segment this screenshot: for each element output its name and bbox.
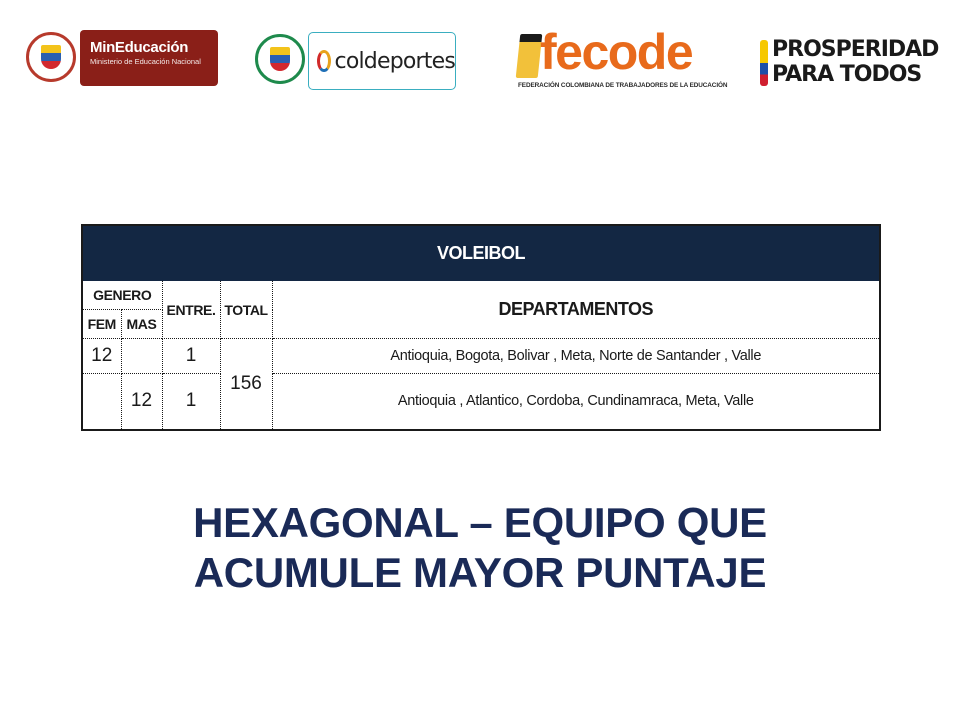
cell-total: 156 [220,339,272,430]
coldeportes-name: coldeportes [334,48,455,74]
coat-of-arms-icon [26,32,76,82]
prosperidad-line2: PARA TODOS [772,62,922,87]
cell-mas [121,339,162,374]
table-row [82,374,880,430]
mineducacion-tagline: Ministerio de Educación Nacional [90,57,201,66]
fecode-tagline: FEDERACIÓN COLOMBIANA DE TRABAJADORES DE LA EDUCACIÓN [518,82,728,89]
fecode-logo [518,24,728,92]
voleibol-table [81,224,881,431]
header-departamentos: DEPARTAMENTOS [272,281,880,339]
header-entre: ENTRE. [162,281,220,339]
headline-line1: HEXAGONAL – EQUIPO QUE [193,499,767,546]
prosperidad-line1: PROSPERIDAD [772,37,939,62]
cell-mas: 12 [121,374,162,430]
cell-entre: 1 [162,339,220,374]
table-title-row [82,225,880,281]
colombia-flag-icon [760,40,768,86]
mineducacion-logo [80,30,218,86]
logo-strip [0,0,960,110]
pen-icon [516,34,543,78]
cell-fem [82,374,121,430]
headline [0,498,960,598]
cell-entre: 1 [162,374,220,430]
coldeportes-logo [308,32,456,90]
header-fem: FEM [82,310,121,339]
mineducacion-name: MinEducación [90,39,189,56]
header-genero: GENERO [82,281,162,310]
table-header-row [82,281,880,310]
table-title: VOLEIBOL [82,225,880,281]
headline-line2: ACUMULE MAYOR PUNTAJE [193,549,767,596]
header-mas: MAS [121,310,162,339]
cell-departamentos: Antioquia, Bogota, Bolivar , Meta, Norte de Santander , Valle [272,339,880,374]
coat-of-arms-icon [255,34,305,84]
cell-departamentos: Antioquia , Atlantico, Cordoba, Cundinamraca, Meta, Valle [272,374,880,430]
fecode-name: fecode [540,24,693,80]
header-total: TOTAL [220,281,272,339]
table-row [82,339,880,374]
cell-fem: 12 [82,339,121,374]
coldeportes-swirl-icon [317,50,331,72]
